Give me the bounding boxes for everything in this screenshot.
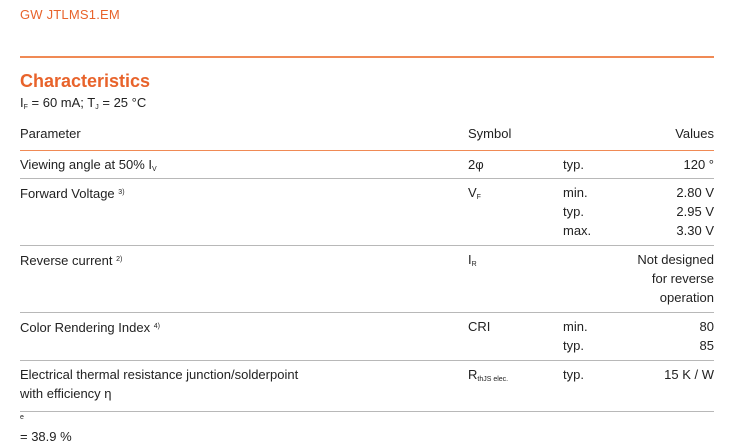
parameter-text: Color Rendering Index	[20, 320, 151, 335]
symbol-text: I	[468, 252, 472, 267]
value: 120 °	[683, 157, 714, 172]
value: 3.30 V	[676, 223, 714, 238]
row-parameter	[20, 365, 460, 446]
row-symbol: 2φ	[468, 157, 484, 172]
symbol-text: V	[468, 185, 477, 200]
condition-temp-value: = 25 °C	[98, 95, 147, 110]
symbol-subscript: thJS elec.	[477, 376, 509, 383]
footnote-ref: 2)	[116, 256, 123, 263]
row-values	[564, 365, 714, 384]
condition-current-value: = 60 mA;	[27, 95, 88, 110]
qualifier: max.	[563, 223, 592, 238]
row-parameter	[20, 250, 460, 270]
row-symbol	[468, 183, 548, 207]
row-symbol	[468, 365, 548, 389]
parameter-text: with efficiency η	[20, 386, 112, 401]
row-parameter	[20, 317, 460, 337]
parameter-text: Reverse current	[20, 253, 113, 268]
row-symbol	[468, 250, 548, 274]
section-title: Characteristics	[20, 71, 151, 91]
qualifier: min.	[563, 185, 588, 200]
value: operation	[659, 290, 714, 305]
table-row-color-rendering-index	[20, 313, 714, 361]
value: 80	[699, 319, 714, 334]
row-values	[564, 250, 714, 307]
value: Not designed	[637, 252, 714, 267]
symbol-subscript: R	[471, 261, 477, 268]
condition-temp-symbol: T	[87, 95, 96, 110]
row-values	[564, 183, 714, 240]
document-id: GW JTLMS1.EM	[20, 7, 120, 22]
parameter-line-2	[20, 384, 460, 446]
qualifier: typ.	[563, 157, 584, 172]
table-row-reverse-current	[20, 246, 714, 313]
row-parameter	[20, 183, 460, 203]
qualifier: min.	[563, 319, 588, 334]
header-parameter: Parameter	[20, 126, 81, 141]
value: for reverse	[651, 271, 714, 286]
table-row-thermal-resistance	[20, 361, 714, 444]
header-divider	[20, 56, 714, 58]
row-symbol: CRI	[468, 319, 491, 334]
parameter-subscript: V	[152, 166, 157, 173]
condition-current-subscript: F	[23, 104, 28, 111]
table-row-forward-voltage	[20, 179, 714, 246]
value: 15 K / W	[664, 367, 714, 382]
table-header	[20, 122, 714, 151]
header-symbol: Symbol	[468, 126, 512, 141]
row-values	[564, 155, 714, 174]
parameter-text: Viewing angle at 50% I	[20, 157, 153, 172]
qualifier: typ.	[563, 367, 584, 382]
symbol-text: R	[468, 367, 478, 382]
parameter-subscript: e	[20, 414, 24, 421]
qualifier: typ.	[563, 338, 584, 353]
condition-temp-subscript: J	[95, 104, 99, 111]
test-conditions	[20, 95, 146, 111]
table-row-viewing-angle	[20, 151, 714, 179]
parameter-text-rest: = 38.9 %	[20, 429, 72, 444]
value: 2.95 V	[676, 204, 714, 219]
parameter-text: Forward Voltage	[20, 186, 115, 201]
parameter-line-1: Electrical thermal resistance junction/solderpoint	[20, 367, 299, 382]
condition-current-symbol: I	[20, 95, 24, 110]
row-parameter	[20, 155, 460, 179]
value: 85	[699, 338, 714, 353]
value: 2.80 V	[676, 185, 714, 200]
footnote-ref: 4)	[153, 323, 160, 330]
characteristics-table	[20, 122, 714, 444]
qualifier: typ.	[563, 204, 584, 219]
row-values	[564, 317, 714, 355]
footnote-ref: 3)	[118, 189, 125, 196]
header-values: Values	[675, 126, 714, 141]
symbol-subscript: F	[476, 194, 481, 201]
